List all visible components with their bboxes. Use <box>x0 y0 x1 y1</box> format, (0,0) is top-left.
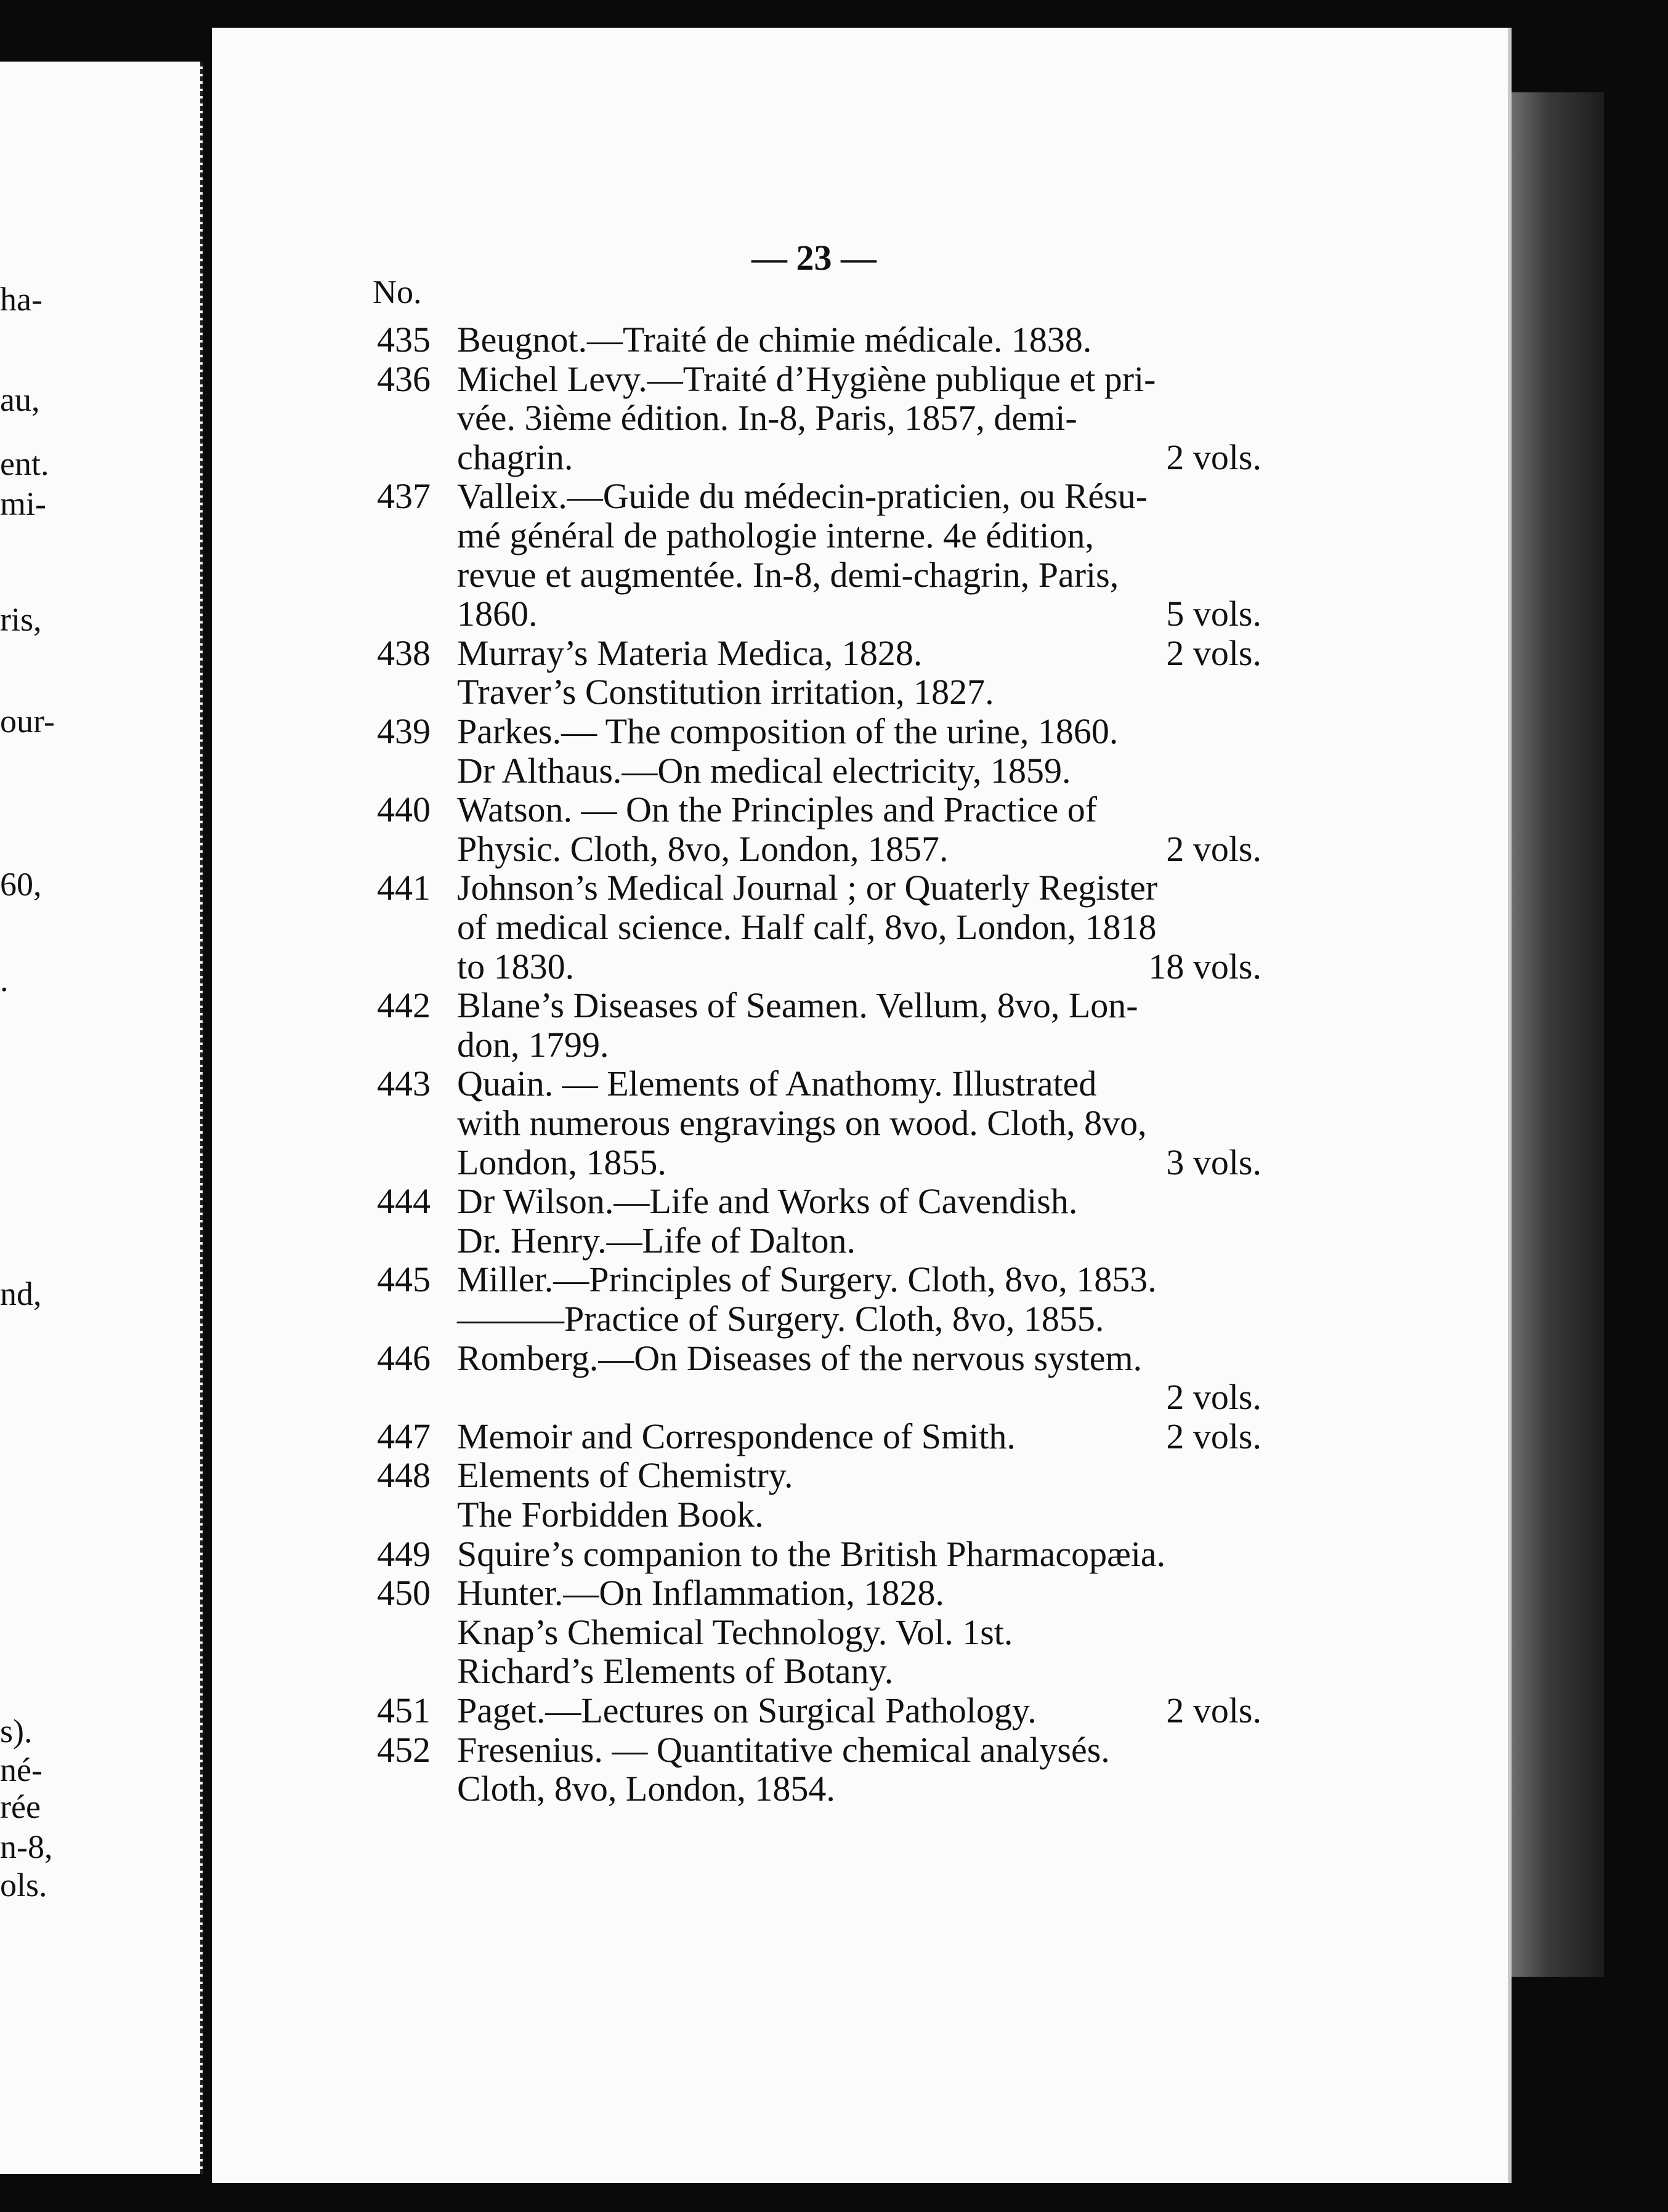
left-page-fragment: mi- <box>0 485 46 522</box>
entry-text: revue et augmentée. In-8, demi-chagrin, Paris, <box>457 555 1119 595</box>
entry-line <box>0 1064 1668 1104</box>
entry-text: Paget.—Lectures on Surgical Pathology. <box>457 1690 1037 1730</box>
entry-line <box>0 1417 1668 1456</box>
left-page-fragment: nd, <box>0 1275 42 1312</box>
entry-line <box>0 1456 1668 1495</box>
entry-text: ———Practice of Surgery. Cloth, 8vo, 1855. <box>457 1299 1104 1339</box>
entry-text: Fresenius. — Quantitative chemical analysés. <box>457 1730 1110 1770</box>
volume-count: 2 vols. <box>1166 829 1261 869</box>
entry-number: 446 <box>377 1338 431 1378</box>
left-page-fragment: ols. <box>0 1867 47 1903</box>
entry-line <box>0 712 1668 751</box>
entry-line <box>0 634 1668 673</box>
entry-text: don, 1799. <box>457 1025 609 1065</box>
entry-line <box>0 1221 1668 1261</box>
entry-line <box>0 908 1668 947</box>
entry-text: Michel Levy.—Traité d’Hygiène publique et pri- <box>457 359 1156 399</box>
entry-number: 445 <box>377 1259 431 1299</box>
volume-count: 2 vols. <box>1166 633 1261 673</box>
entry-number: 438 <box>377 633 431 673</box>
entry-text: vée. 3ième édition. In-8, Paris, 1857, demi- <box>457 398 1077 438</box>
entry-text: Richard’s Elements of Botany. <box>457 1651 894 1691</box>
entry-line <box>0 555 1668 595</box>
entry-line <box>0 751 1668 791</box>
entry-text: Beugnot.—Traité de chimie médicale. 1838. <box>457 320 1092 360</box>
entry-number: 436 <box>377 359 431 399</box>
entry-line <box>0 594 1668 634</box>
left-page-fragment: ha- <box>0 281 43 318</box>
entry-line <box>0 1299 1668 1339</box>
entry-text: Cloth, 8vo, London, 1854. <box>457 1769 835 1809</box>
entry-text: of medical science. Half calf, 8vo, London, 1818 <box>457 907 1157 947</box>
volume-count: 2 vols. <box>1166 1690 1261 1730</box>
entry-text: Traver’s Constitution irritation, 1827. <box>457 672 994 712</box>
entry-text: Dr Althaus.—On medical electricity, 1859. <box>457 751 1071 791</box>
left-page-fragment: 60, <box>0 866 42 903</box>
entry-line <box>0 516 1668 555</box>
entry-text: Blane’s Diseases of Seamen. Vellum, 8vo, Lon- <box>457 985 1138 1025</box>
entry-line <box>0 360 1668 399</box>
entry-text: with numerous engravings on wood. Cloth, 8vo, <box>457 1103 1147 1143</box>
entry-number: 452 <box>377 1730 431 1770</box>
entry-text: chagrin. <box>457 437 573 477</box>
left-page-fragment: n-8, <box>0 1828 53 1865</box>
page-number: — 23 — <box>751 238 877 278</box>
entry-text: Miller.—Principles of Surgery. Cloth, 8vo, 1853. <box>457 1259 1157 1299</box>
entry-line <box>0 1730 1668 1770</box>
entry-line <box>0 1495 1668 1535</box>
entry-text: London, 1855. <box>457 1142 666 1182</box>
entry-text: Romberg.—On Diseases of the nervous system. <box>457 1338 1143 1378</box>
entry-number: 449 <box>377 1534 431 1574</box>
entry-line <box>0 830 1668 869</box>
entry-text: Dr Wilson.—Life and Works of Cavendish. <box>457 1181 1078 1221</box>
entry-text: mé général de pathologie interne. 4e édition, <box>457 515 1094 555</box>
entry-text: The Forbidden Book. <box>457 1495 764 1535</box>
entry-text: Dr. Henry.—Life of Dalton. <box>457 1221 856 1261</box>
left-page-fragment: ent. <box>0 445 49 482</box>
left-page-fragment: rée <box>0 1788 41 1825</box>
entry-number: 444 <box>377 1181 431 1221</box>
entry-line <box>0 1143 1668 1182</box>
volume-count: 3 vols. <box>1166 1142 1261 1182</box>
left-page-fragment: ris, <box>0 601 42 638</box>
entry-text: Johnson’s Medical Journal ; or Quaterly Register <box>457 868 1158 908</box>
entry-number: 439 <box>377 711 431 751</box>
entry-number: 443 <box>377 1064 431 1104</box>
volume-count: 2 vols. <box>1166 437 1261 477</box>
entry-number: 441 <box>377 868 431 908</box>
left-page-fragment: au, <box>0 381 40 418</box>
entry-line <box>0 1652 1668 1691</box>
entry-text: Memoir and Correspondence of Smith. <box>457 1416 1016 1456</box>
entry-text: Knap’s Chemical Technology. Vol. 1st. <box>457 1612 1013 1652</box>
entry-line <box>0 947 1668 987</box>
left-page-fragment: s). <box>0 1713 33 1750</box>
entry-line <box>0 1260 1668 1299</box>
entry-text: Parkes.— The composition of the urine, 1860. <box>457 711 1119 751</box>
entry-text: Squire’s companion to the British Pharmacopæia. <box>457 1534 1166 1574</box>
entry-number: 451 <box>377 1690 431 1730</box>
number-column-heading: No. <box>373 273 422 310</box>
entry-line <box>0 1691 1668 1730</box>
entry-text: Quain. — Elements of Anathomy. Illustrated <box>457 1064 1097 1104</box>
entry-line <box>0 1025 1668 1065</box>
entry-number: 440 <box>377 789 431 830</box>
entry-line <box>0 1573 1668 1613</box>
entry-text: 1860. <box>457 594 538 634</box>
entry-line <box>0 1769 1668 1809</box>
entry-line <box>0 398 1668 438</box>
entry-number: 447 <box>377 1416 431 1456</box>
entry-line <box>0 1339 1668 1378</box>
entry-line <box>0 672 1668 712</box>
volume-count: 2 vols. <box>1166 1416 1261 1456</box>
entry-line <box>0 477 1668 516</box>
entry-number: 435 <box>377 320 431 360</box>
entry-line <box>0 1182 1668 1221</box>
entry-text: to 1830. <box>457 947 575 987</box>
entry-text: Murray’s Materia Medica, 1828. <box>457 633 923 673</box>
entry-number: 437 <box>377 476 431 516</box>
entry-line <box>0 1378 1668 1417</box>
entry-line <box>0 1104 1668 1143</box>
entry-number: 450 <box>377 1573 431 1613</box>
left-page-fragment: né- <box>0 1751 43 1788</box>
entry-text: Valleix.—Guide du médecin-praticien, ou Résu- <box>457 476 1148 516</box>
entry-line <box>0 1535 1668 1574</box>
entry-text: Hunter.—On Inflammation, 1828. <box>457 1573 944 1613</box>
volume-count: 2 vols. <box>1166 1377 1261 1417</box>
entry-text: Watson. — On the Principles and Practice of <box>457 789 1098 830</box>
entry-number: 448 <box>377 1455 431 1495</box>
left-page-fragment: . <box>0 961 9 998</box>
entry-number: 442 <box>377 985 431 1025</box>
entry-text: Physic. Cloth, 8vo, London, 1857. <box>457 829 949 869</box>
entry-line <box>0 986 1668 1025</box>
left-page-fragment: our- <box>0 703 55 740</box>
entry-line <box>0 320 1668 360</box>
entry-line <box>0 868 1668 908</box>
entry-line <box>0 1613 1668 1652</box>
entry-line <box>0 438 1668 477</box>
entry-line <box>0 790 1668 830</box>
volume-count: 18 vols. <box>1148 947 1261 987</box>
entry-text: Elements of Chemistry. <box>457 1455 793 1495</box>
volume-count: 5 vols. <box>1166 594 1261 634</box>
